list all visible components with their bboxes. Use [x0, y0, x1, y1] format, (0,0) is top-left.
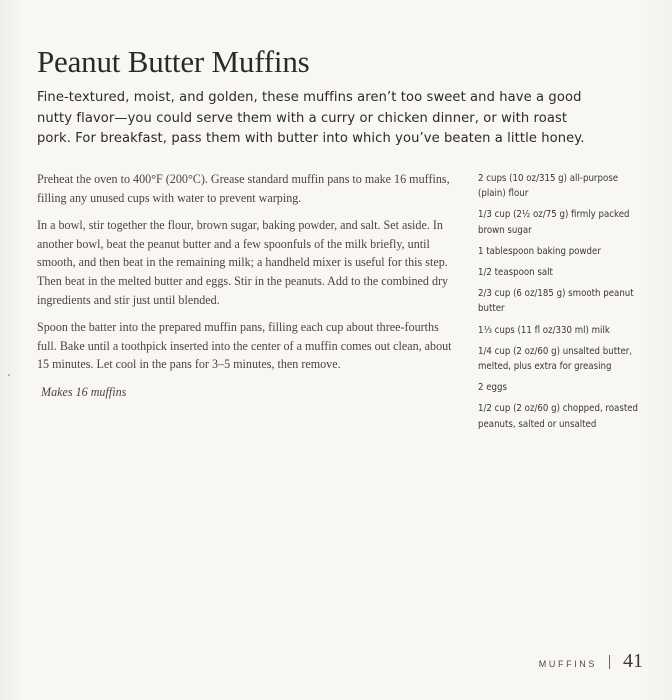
recipe-title: Peanut Butter Muffins [37, 44, 310, 79]
paper-speck [8, 374, 10, 376]
ingredient-item: 1⅓ cups (11 fl oz/330 ml) milk [478, 324, 610, 336]
ingredient-item: 1 tablespoon baking powder [478, 245, 601, 257]
ingredient-item: 2 eggs [478, 382, 508, 394]
ingredient-item: 2 cups (10 oz/315 g) all-purpose (plain) flour [478, 173, 619, 200]
method-section [37, 170, 457, 411]
intro-paragraph: Fine-textured, moist, and golden, these muffins aren’t too sweet and have a good nutty flavor—you could serve them with a curry or chicken dinner, or with roast pork. For breakfast, pass them with butter into which you’ve beaten a little honey. [37, 90, 585, 146]
page-number: 41 [623, 650, 643, 672]
section-name: MUFFINS [538, 659, 597, 669]
recipe-yield: Makes 16 muffins [41, 384, 127, 399]
ingredient-item: 1/3 cup (2½ oz/75 g) firmly packed brown sugar [478, 209, 630, 236]
ingredient-list [478, 171, 648, 438]
ingredient-item: 1/4 cup (2 oz/60 g) unsalted butter, melted, plus extra for greasing [478, 345, 633, 373]
page-footer [539, 650, 643, 673]
method-step-3: Spoon the batter into the prepared muffin pans, filling each cup about three-fourths full. Bake until a toothpick inserted into the center of a muffin comes out clean, about 15 minutes. Let cool in the pans for 3–5 minutes, then remove. [37, 320, 452, 372]
ingredient-item: 1/2 cup (2 oz/60 g) chopped, roasted peanuts, salted or unsalted [478, 403, 639, 430]
method-step-2: In a bowl, stir together the flour, brown sugar, baking powder, and salt. Set aside. In another bowl, beat the peanut butter and a few spoonfuls of the milk briefly, until smooth, and then beat in the remaining milk; a handheld mixer is useful for this step. Then beat in the melted butter and eggs. Stir in the peanuts. Add to the combined dry ingredients and stir just until blended. [37, 218, 449, 307]
ingredient-item: 2/3 cup (6 oz/185 g) smooth peanut butter [478, 288, 634, 315]
ingredient-item: 1/2 teaspoon salt [478, 267, 553, 279]
method-step-1: Preheat the oven to 400°F (200°C). Grease standard muffin pans to make 16 muffins, filling any unused cups with water to prevent warping. [37, 172, 450, 205]
footer-divider [609, 655, 610, 669]
recipe-intro [37, 88, 597, 150]
